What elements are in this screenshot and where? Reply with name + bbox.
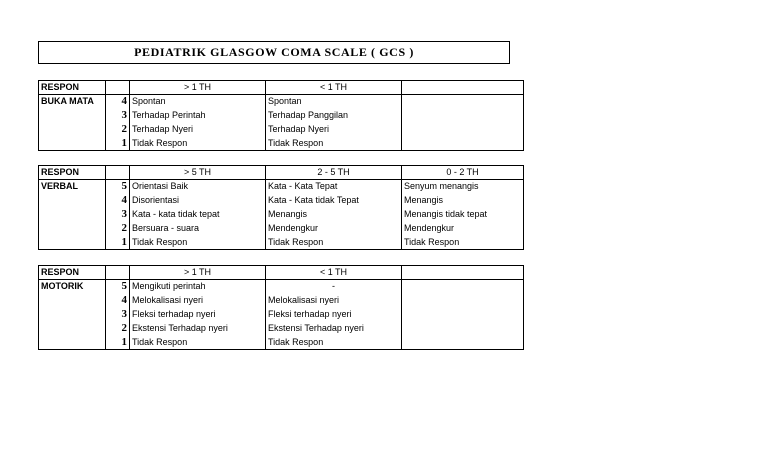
score-cell: 4: [106, 294, 130, 308]
table-cell: Menangis tidak tepat: [402, 208, 524, 222]
table-row: [39, 294, 524, 308]
table-row: [39, 222, 524, 236]
table-cell: Terhadap Panggilan: [266, 109, 402, 123]
table-cell: Orientasi Baik: [130, 180, 266, 194]
column-header: < 1 TH: [266, 81, 402, 95]
table-cell: Menangis: [402, 194, 524, 208]
score-header: [106, 266, 130, 280]
column-header: > 1 TH: [130, 266, 266, 280]
table-cell: Fleksi terhadap nyeri: [266, 308, 402, 322]
section-label: RESPON: [39, 266, 106, 280]
table-cell: Spontan: [130, 95, 266, 109]
table-cell: Ekstensi Terhadap nyeri: [130, 322, 266, 336]
score-cell: 1: [106, 137, 130, 151]
table-row: [39, 236, 524, 250]
page-title: PEDIATRIK GLASGOW COMA SCALE ( GCS ): [38, 41, 510, 64]
table-header-row: [39, 166, 524, 180]
score-cell: 1: [106, 336, 130, 350]
table-cell: Fleksi terhadap nyeri: [130, 308, 266, 322]
verbal-response-table: [38, 165, 524, 250]
table-cell: Menangis: [266, 208, 402, 222]
table-cell: [402, 137, 524, 151]
table-cell: Tidak Respon: [130, 137, 266, 151]
column-header: [402, 81, 524, 95]
table-row: [39, 322, 524, 336]
table-row: [39, 308, 524, 322]
table-cell: Disorientasi: [130, 194, 266, 208]
table-row: [39, 208, 524, 222]
table-cell: Terhadap Perintah: [130, 109, 266, 123]
score-cell: 1: [106, 236, 130, 250]
table-cell: Melokalisasi nyeri: [266, 294, 402, 308]
table-row: [39, 109, 524, 123]
score-cell: 3: [106, 109, 130, 123]
table-row: [39, 95, 524, 109]
score-cell: 5: [106, 180, 130, 194]
table-cell: Tidak Respon: [266, 236, 402, 250]
table-header-row: [39, 266, 524, 280]
column-header: [402, 266, 524, 280]
motor-response-table: [38, 265, 524, 350]
score-cell: 2: [106, 123, 130, 137]
table-cell: Senyum menangis: [402, 180, 524, 194]
score-cell: 2: [106, 322, 130, 336]
table-cell: Tidak Respon: [266, 336, 402, 350]
table-cell: Terhadap Nyeri: [266, 123, 402, 137]
table-row: [39, 336, 524, 350]
column-header: 2 - 5 TH: [266, 166, 402, 180]
score-cell: 3: [106, 208, 130, 222]
score-cell: 3: [106, 308, 130, 322]
score-cell: 4: [106, 194, 130, 208]
table-row: [39, 123, 524, 137]
table-row: [39, 280, 524, 294]
table-cell: Kata - kata tidak tepat: [130, 208, 266, 222]
section-label: BUKA MATA: [39, 95, 106, 109]
score-cell: 4: [106, 95, 130, 109]
table-cell: -: [266, 280, 402, 294]
section-label: VERBAL: [39, 180, 106, 194]
section-label: MOTORIK: [39, 280, 106, 294]
eye-response-table: [38, 80, 524, 151]
table-cell: Mengikuti perintah: [130, 280, 266, 294]
score-header: [106, 166, 130, 180]
table-cell: Tidak Respon: [266, 137, 402, 151]
table-cell: [402, 109, 524, 123]
table-cell: Melokalisasi nyeri: [130, 294, 266, 308]
table-cell: Kata - Kata Tepat: [266, 180, 402, 194]
table-cell: [402, 308, 524, 322]
table-cell: [402, 294, 524, 308]
table-cell: Terhadap Nyeri: [130, 123, 266, 137]
table-cell: Tidak Respon: [402, 236, 524, 250]
table-cell: [402, 322, 524, 336]
table-row: [39, 194, 524, 208]
table-cell: [402, 280, 524, 294]
section-label: RESPON: [39, 81, 106, 95]
column-header: 0 - 2 TH: [402, 166, 524, 180]
table-row: [39, 180, 524, 194]
table-cell: Tidak Respon: [130, 336, 266, 350]
table-cell: [402, 95, 524, 109]
column-header: > 1 TH: [130, 81, 266, 95]
table-cell: Spontan: [266, 95, 402, 109]
table-cell: [402, 123, 524, 137]
section-label: RESPON: [39, 166, 106, 180]
score-cell: 5: [106, 280, 130, 294]
table-cell: Mendengkur: [266, 222, 402, 236]
table-cell: Ekstensi Terhadap nyeri: [266, 322, 402, 336]
table-cell: Mendengkur: [402, 222, 524, 236]
table-cell: Tidak Respon: [130, 236, 266, 250]
table-row: [39, 137, 524, 151]
column-header: < 1 TH: [266, 266, 402, 280]
score-cell: 2: [106, 222, 130, 236]
table-header-row: [39, 81, 524, 95]
table-cell: Kata - Kata tidak Tepat: [266, 194, 402, 208]
table-cell: Bersuara - suara: [130, 222, 266, 236]
column-header: > 5 TH: [130, 166, 266, 180]
table-cell: [402, 336, 524, 350]
score-header: [106, 81, 130, 95]
